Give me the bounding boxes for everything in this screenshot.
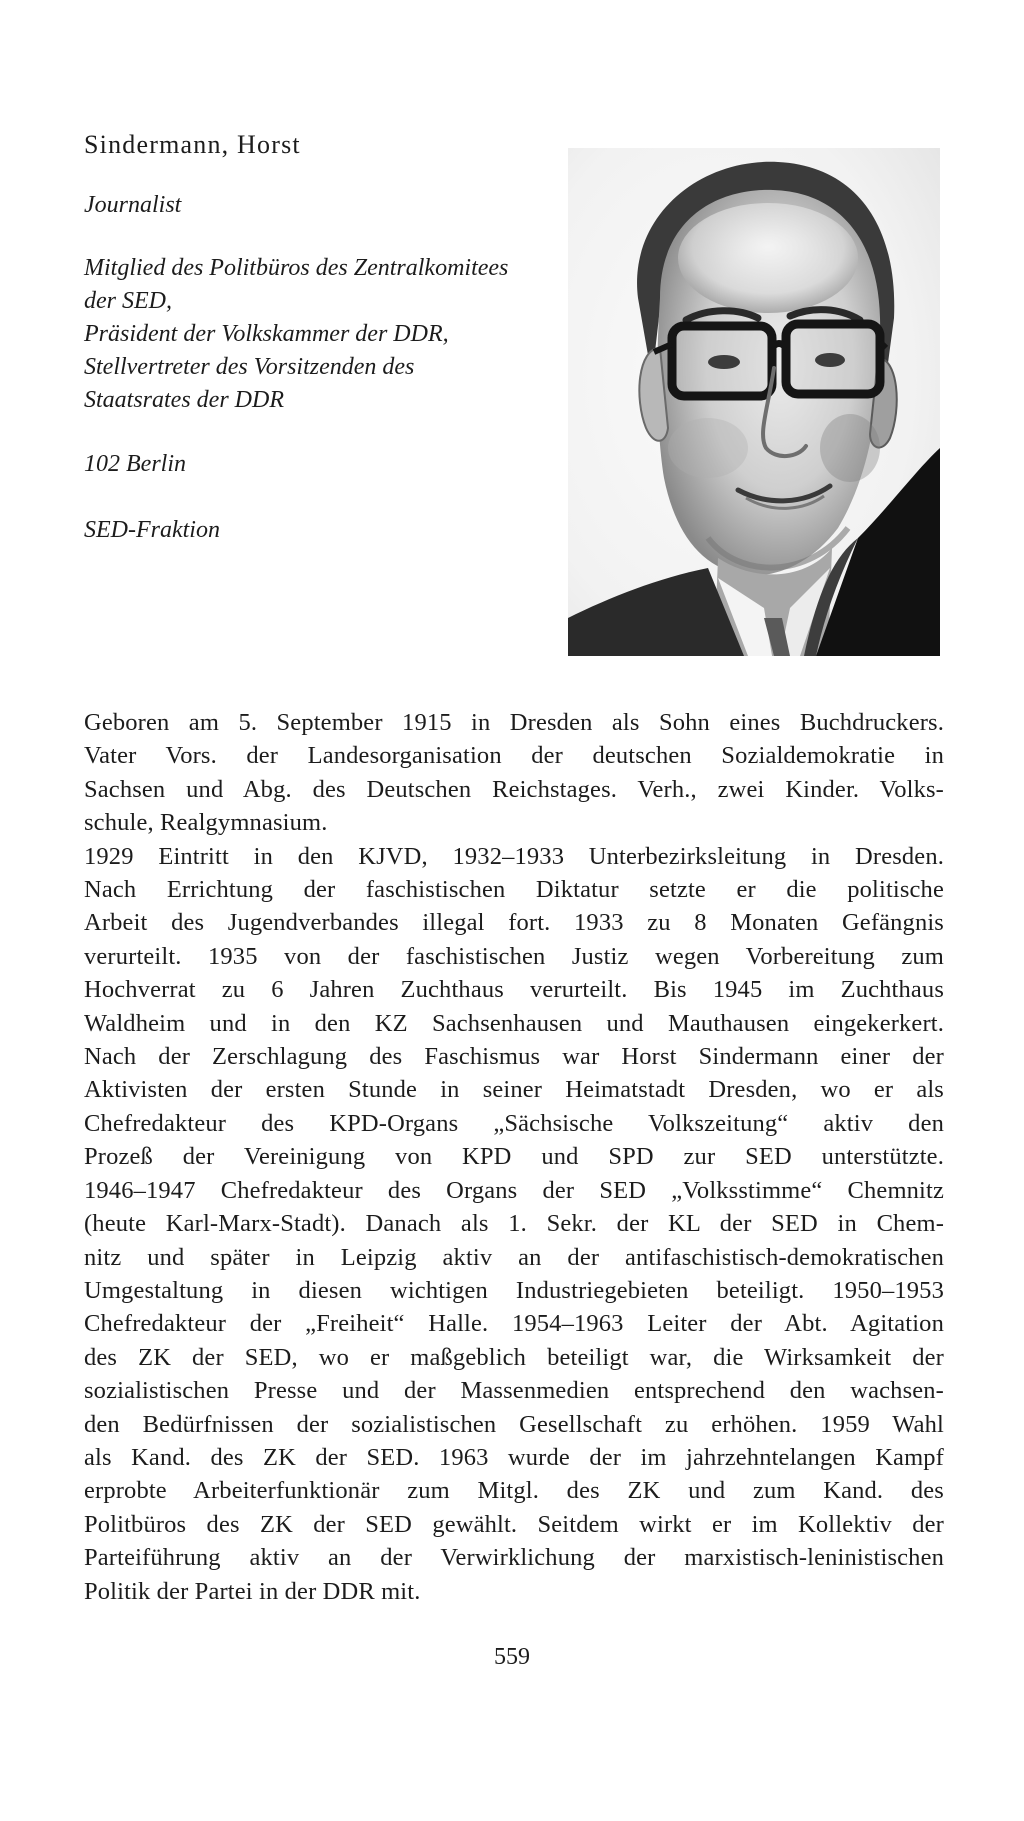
profession: Journalist bbox=[84, 192, 182, 218]
bio-line: als Kand. des ZK der SED. 1963 wurde der im jahrzehntelangen Kampf bbox=[84, 1443, 944, 1471]
bio-line: Hochverrat zu 6 Jahren Zuchthaus verurteilt. Bis 1945 im Zuchthaus bbox=[84, 976, 944, 1004]
bio-line: Parteiführung aktiv an der Verwirklichung der marxistisch-leninistischen bbox=[84, 1544, 944, 1572]
function-line: Mitglied des Politbüros des Zentralkomitees bbox=[84, 255, 509, 281]
bio-line: Sachsen und Abg. des Deutschen Reichstages. Verh., zwei Kinder. Volks- bbox=[84, 775, 944, 803]
bio-line: Politik der Partei in der DDR mit. bbox=[84, 1577, 421, 1605]
bio-line: den Bedürfnissen der sozialistischen Gesellschaft zu erhöhen. 1959 Wahl bbox=[84, 1410, 944, 1438]
address: 102 Berlin bbox=[84, 451, 186, 477]
bio-line: Aktivisten der ersten Stunde in seiner Heimatstadt Dresden, wo er als bbox=[84, 1076, 944, 1104]
bio-line: Waldheim und in den KZ Sachsenhausen und Mauthausen eingekerkert. bbox=[84, 1009, 944, 1037]
function-line: der SED, bbox=[84, 288, 172, 314]
bio-line: verurteilt. 1935 von der faschistischen Justiz wegen Vorbereitung zum bbox=[84, 942, 944, 970]
bio-line: sozialistischen Presse und der Massenmedien entsprechend den wachsen- bbox=[84, 1377, 944, 1405]
portrait-photo bbox=[568, 148, 940, 656]
function-line: Staatsrates der DDR bbox=[84, 387, 284, 413]
bio-line: nitz und später in Leipzig aktiv an der antifaschistisch-demokratischen bbox=[84, 1243, 944, 1271]
bio-line: Geboren am 5. September 1915 in Dresden als Sohn eines Buchdruckers. bbox=[84, 709, 944, 736]
functions-list bbox=[84, 252, 564, 417]
bio-line: erprobte Arbeiterfunktionär zum Mitgl. des ZK und zum Kand. des bbox=[84, 1477, 944, 1505]
bio-line: Prozeß der Vereinigung von KPD und SPD zur SED unterstützte. bbox=[84, 1143, 944, 1171]
bio-line: 1946–1947 Chefredakteur des Organs der SED „Volksstimme“ Chemnitz bbox=[84, 1176, 944, 1204]
bio-line: Nach der Zerschlagung des Faschismus war Horst Sindermann einer der bbox=[84, 1043, 944, 1071]
person-name: Sindermann, Horst bbox=[84, 130, 301, 159]
page-number: 559 bbox=[494, 1644, 530, 1670]
faction: SED-Fraktion bbox=[84, 517, 220, 543]
biography bbox=[84, 706, 944, 1608]
entry-header bbox=[84, 128, 564, 547]
portrait-photo-icon bbox=[568, 148, 940, 656]
bio-line: Politbüros des ZK der SED gewählt. Seitdem wirkt er im Kollektiv der bbox=[84, 1510, 944, 1538]
bio-line: Chefredakteur der „Freiheit“ Halle. 1954–1963 Leiter der Abt. Agitation bbox=[84, 1310, 944, 1338]
function-line: Präsident der Volkskammer der DDR, bbox=[84, 321, 449, 347]
bio-line: schule, Realgymnasium. bbox=[84, 809, 328, 837]
bio-line: Nach Errichtung der faschistischen Diktatur setzte er die politische bbox=[84, 876, 944, 904]
bio-line: Chefredakteur des KPD-Organs „Sächsische Volkszeitung“ aktiv den bbox=[84, 1109, 944, 1137]
bio-line: (heute Karl-Marx-Stadt). Danach als 1. Sekr. der KL der SED in Chem- bbox=[84, 1210, 944, 1238]
bio-line: 1929 Eintritt in den KJVD, 1932–1933 Unterbezirksleitung in Dresden. bbox=[84, 842, 944, 870]
bio-line: Vater Vors. der Landesorganisation der deutschen Sozialdemokratie in bbox=[84, 742, 944, 770]
function-line: Stellvertreter des Vorsitzenden des bbox=[84, 354, 415, 380]
bio-line: des ZK der SED, wo er maßgeblich beteiligt war, die Wirksamkeit der bbox=[84, 1343, 944, 1371]
bio-line: Arbeit des Jugendverbandes illegal fort. 1933 zu 8 Monaten Gefängnis bbox=[84, 909, 944, 937]
bio-line: Umgestaltung in diesen wichtigen Industriegebieten beteiligt. 1950–1953 bbox=[84, 1276, 944, 1304]
